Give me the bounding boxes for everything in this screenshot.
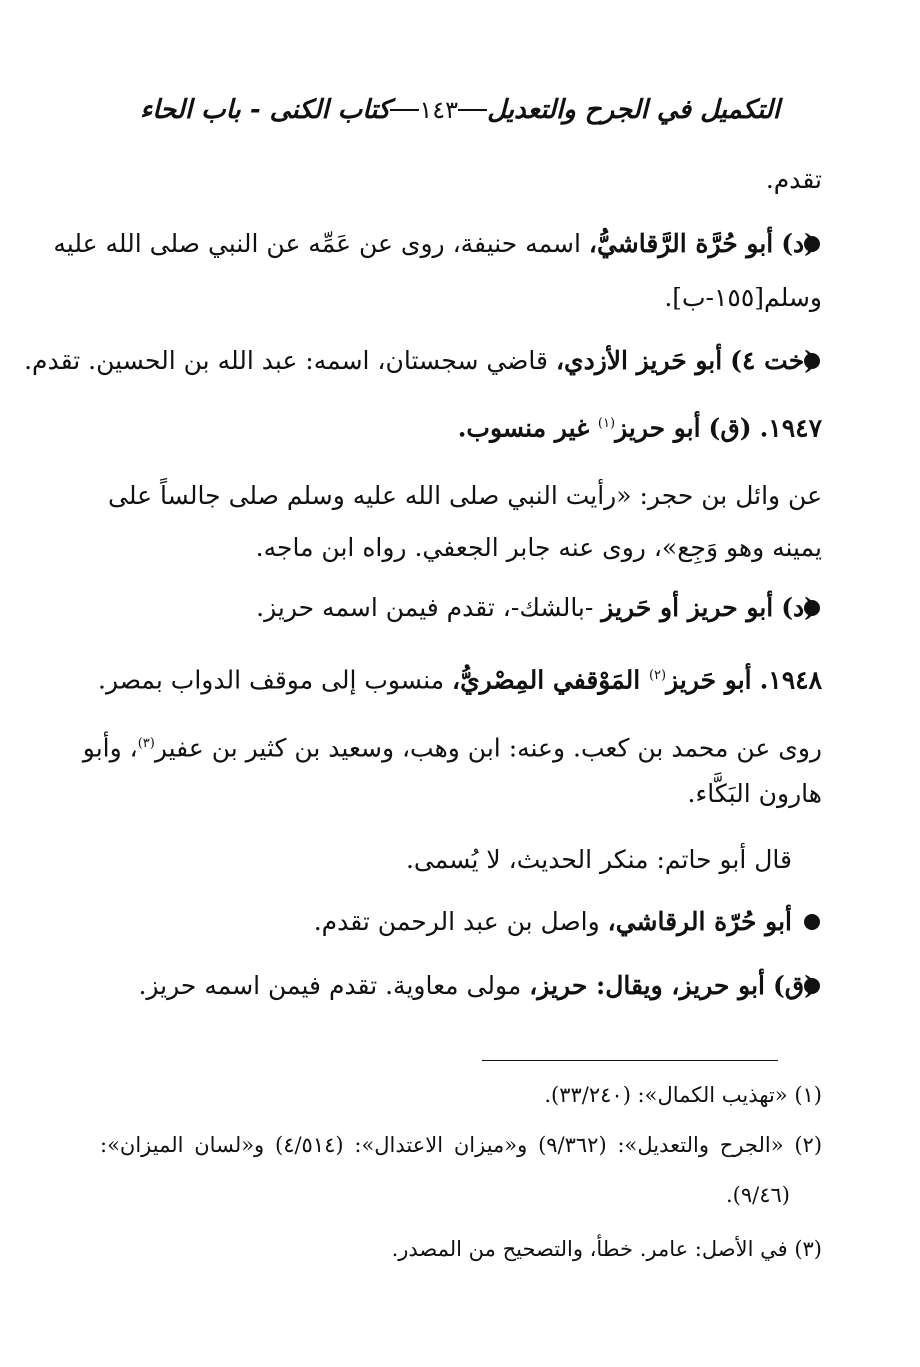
entry-symbol: (خت ٤) <box>730 346 816 375</box>
entry-symbol: (د) <box>781 593 816 622</box>
text-line: تقدم. <box>765 165 822 194</box>
entry-text: -بالشك-، تقدم فيمن اسمه حريز. <box>256 593 602 622</box>
text-line: يمينه وهو وَجِع»، روى عنه جابر الجعفي. رواه ابن ماجه. <box>255 533 822 562</box>
entry-name: أبو حُرَّة الرَّقاشيُّ، <box>588 229 774 258</box>
entry-text: واصل بن عبد الرحمن تقدم. <box>313 907 608 936</box>
footnote-ref: (١) <box>597 416 616 431</box>
footnote-continuation: (٩/٤٦). <box>726 1183 790 1207</box>
entry-symbol: (د) <box>781 229 816 258</box>
footnote: (٢) «الجرح والتعديل»: (٩/٣٦٢) و«ميزان الاعتدال»: (٤/٥١٤) و«لسان الميزان»: <box>100 1133 823 1157</box>
text-line <box>82 724 822 768</box>
header-dash <box>458 109 487 111</box>
entry-line <box>100 902 792 942</box>
footnote-ref: (٢) <box>648 668 667 683</box>
bullet-icon <box>804 914 820 930</box>
entry-line <box>100 966 816 1006</box>
entry-text: قاضي سجستان، اسمه: عبد الله بن الحسين. تقدم. <box>24 346 556 375</box>
entry-name: أبو حريز أو حَريز <box>601 593 774 622</box>
entry-number: ١٩٤٧. <box>759 413 822 443</box>
entry-line <box>100 404 822 448</box>
text-line: وسلم[١٥٥-ب]. <box>664 283 822 312</box>
entry-nisba: المَوْقفي المِصْريُّ، <box>452 665 649 695</box>
entry-symbol: (ق) <box>708 413 752 443</box>
running-header <box>140 88 780 132</box>
entry-text: مولى معاوية. تقدم فيمن اسمه حريز. <box>138 971 530 1000</box>
entry-line <box>24 341 816 381</box>
footnote-separator <box>482 1060 778 1061</box>
entry-name: أبو حُرّة الرقاشي، <box>607 907 792 936</box>
entry-text: اسمه حنيفة، روى عن عَمِّه عن النبي صلى الله عليه <box>53 229 589 258</box>
entry-text: غير منسوب. <box>457 413 598 443</box>
entry-name: أبو حَريز <box>666 665 752 695</box>
entry-number: ١٩٤٨. <box>759 665 822 695</box>
entry-name: أبو حَريز الأزدي، <box>555 346 723 375</box>
entry-line <box>53 224 816 264</box>
entry-symbol: (ق) <box>772 971 816 1000</box>
footnote: (٣) في الأصل: عامر. خطأ، والتصحيح من المصدر. <box>391 1237 822 1261</box>
text-line: قال أبو حاتم: منكر الحديث، لا يُسمى. <box>405 845 792 874</box>
book-title: التكميل في الجرح والتعديل <box>487 95 780 125</box>
footnote-ref: (٣) <box>137 736 155 751</box>
entry-line <box>100 656 822 700</box>
text-line: عن وائل بن حجر: «رأيت النبي صلى الله عليه وسلم صلى جالساً على <box>108 481 822 510</box>
text-segment: روى عن محمد بن كعب. وعنه: ابن وهب، وسعيد بن كثير بن عفير <box>154 733 822 763</box>
entry-name: أبو حريز <box>615 413 701 443</box>
footnote: (١) «تهذيب الكمال»: (٣٣/٢٤٠). <box>544 1083 822 1107</box>
text-segment: ، وأبو <box>82 733 138 763</box>
text-line: هارون البَكَّاء. <box>687 779 822 808</box>
section-title: كتاب الكنى - باب الحاء <box>140 95 391 125</box>
page-number: ١٤٣ <box>419 96 459 124</box>
entry-line <box>100 588 816 628</box>
entry-name: أبو حريز، ويقال: حريز، <box>529 971 765 1000</box>
header-dash <box>390 109 419 111</box>
entry-text: منسوب إلى موقف الدواب بمصر. <box>98 665 453 695</box>
